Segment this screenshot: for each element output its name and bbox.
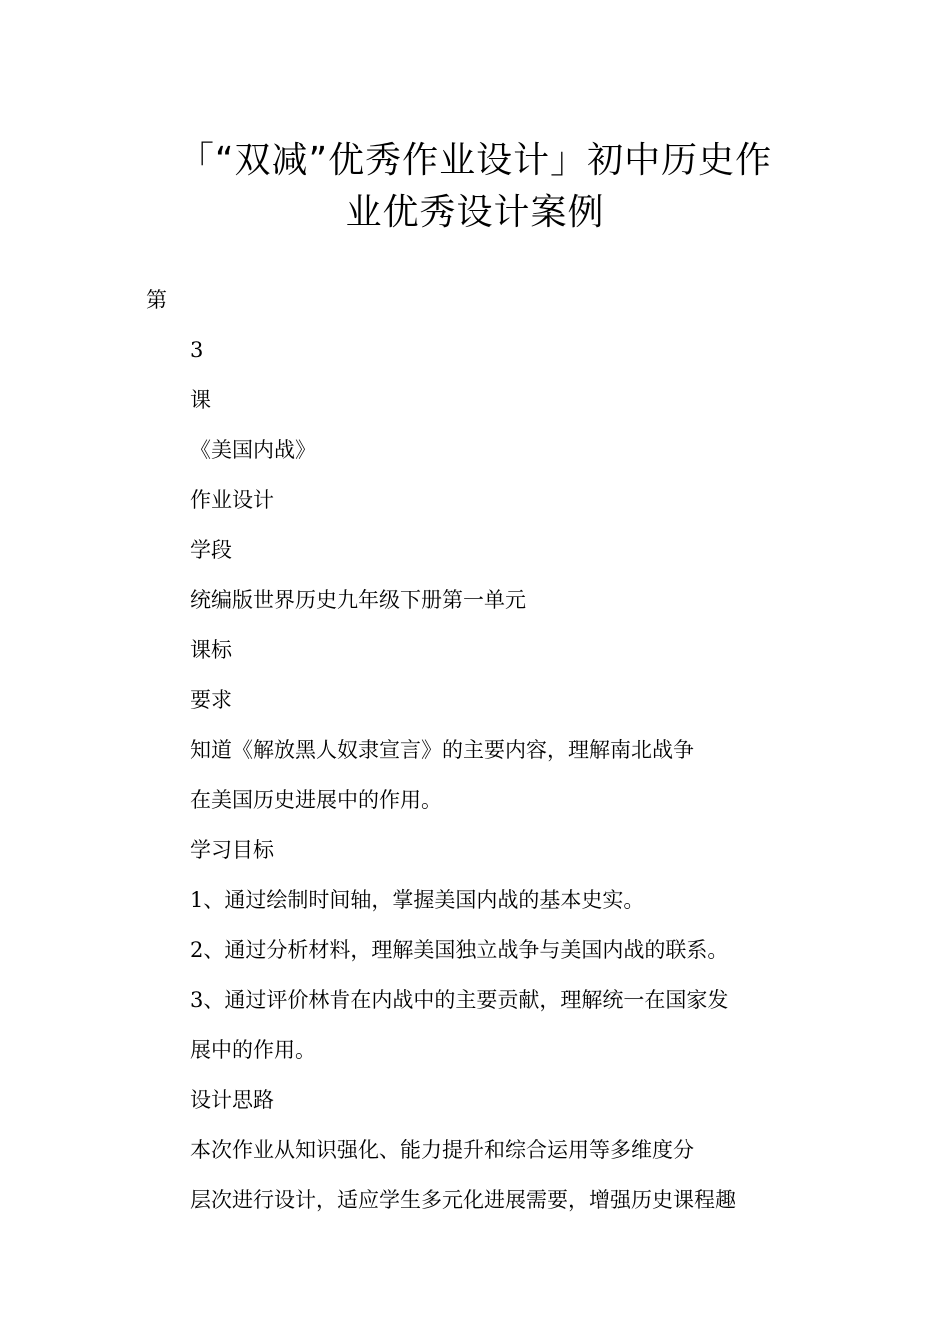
text-objectives-label: 学习目标 (190, 838, 274, 862)
text-standard-label-1: 课标 (190, 638, 232, 662)
text-lesson-suffix: 课 (190, 388, 211, 412)
text-standard-label-2: 要求 (190, 688, 232, 712)
text-stage-value: 统编版世界历史九年级下册第一单元 (190, 588, 526, 612)
text-lesson-number: 3 (190, 338, 204, 362)
text-objective-1: 1、通过绘制时间轴，掌握美国内战的基本史实。 (190, 888, 645, 912)
text-objective-3-line-1: 3、通过评价林肯在内战中的主要贡献，理解统一在国家发 (190, 988, 729, 1012)
document-title-line-2: 业优秀设计案例 (345, 192, 605, 233)
text-design-idea-line-1: 本次作业从知识强化、能力提升和综合运用等多维度分 (190, 1138, 694, 1162)
text-stage-label: 学段 (190, 538, 232, 562)
text-objective-2: 2、通过分析材料，理解美国独立战争与美国内战的联系。 (190, 938, 729, 962)
text-lesson-title: 《美国内战》 (190, 438, 316, 462)
text-objective-3-line-2: 展中的作用。 (190, 1038, 316, 1062)
text-design-idea-label: 设计思路 (190, 1088, 274, 1112)
text-lesson-prefix: 第 (146, 288, 167, 312)
text-standard-line-2: 在美国历史进展中的作用。 (190, 788, 442, 812)
document-title-line-1: 「“双减”优秀作业设计」初中历史作 (177, 140, 773, 181)
text-standard-line-1: 知道《解放黑人奴隶宣言》的主要内容，理解南北战争 (190, 738, 694, 762)
text-design-idea-line-2: 层次进行设计，适应学生多元化进展需要，增强历史课程趣 (190, 1188, 736, 1212)
text-homework-design: 作业设计 (190, 488, 274, 512)
